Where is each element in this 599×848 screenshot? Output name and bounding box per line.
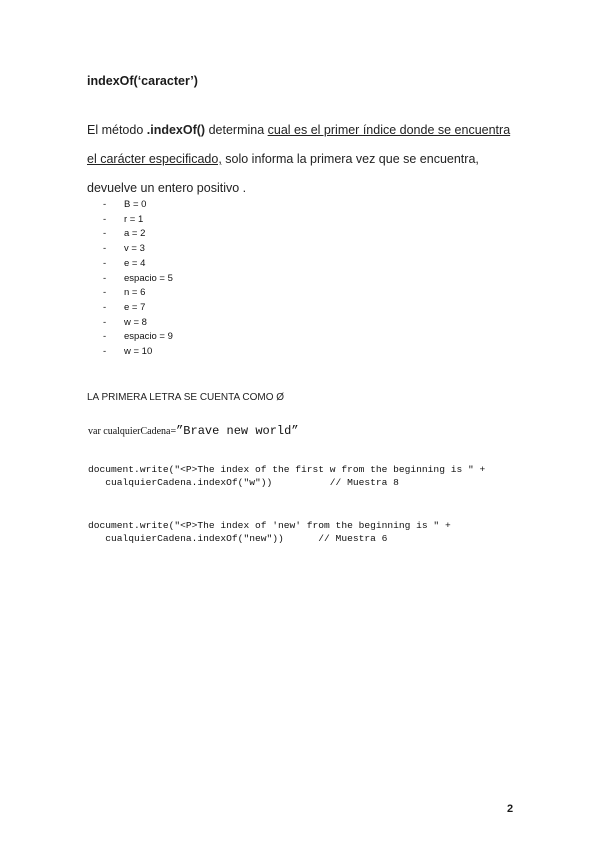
bullet-dash: - [103, 199, 107, 210]
paragraph-text: determina [205, 123, 268, 137]
code-var-prefix: var cualquierCadena= [88, 426, 177, 437]
list-item [103, 272, 173, 287]
list-item-text: w = 10 [124, 346, 153, 358]
bullet-dash: - [103, 316, 107, 328]
list-item [103, 301, 173, 316]
list-item-text: a = 2 [124, 228, 146, 240]
code-block-1: document.write("<P>The index of the first w from the beginning is " + cualquierCadena.indexOf("w")) // Muestra 8 [88, 464, 486, 488]
bullet-dash: - [103, 257, 107, 269]
list-item [103, 330, 173, 345]
bullet-dash: - [103, 272, 107, 284]
bullet-dash: - [103, 346, 107, 358]
list-item-text: espacio = 5 [124, 272, 173, 284]
method-name: .indexOf() [146, 123, 206, 137]
list-item-text: e = 7 [124, 301, 146, 313]
bullet-dash: - [103, 287, 107, 299]
list-item [103, 316, 173, 331]
list-item [103, 345, 173, 360]
underlined-text: cual es el primer índice donde se encuentra el carácter especificado, [87, 123, 511, 166]
bullet-dash: - [103, 228, 107, 240]
description-paragraph [87, 116, 517, 203]
list-item-text: v = 3 [124, 243, 145, 255]
list-item-text: espacio = 9 [124, 331, 173, 343]
list-item [103, 227, 173, 242]
list-item-text: r = 1 [124, 213, 144, 225]
list-item-text: w = 8 [124, 316, 147, 328]
paragraph-text: El método [87, 123, 147, 137]
bullet-dash: - [103, 243, 107, 255]
index-list [103, 198, 173, 360]
list-item [103, 257, 173, 272]
page-number: 2 [507, 803, 514, 815]
list-item-text: B = 0 [124, 199, 147, 210]
note-text: LA PRIMERA LETRA SE CUENTA COMO Ø [87, 392, 285, 403]
code-variable-declaration [88, 425, 299, 439]
code-block-2: document.write("<P>The index of 'new' from the beginning is " + cualquierCadena.indexOf("new")) // Muestra 6 [88, 520, 451, 544]
list-item-text: n = 6 [124, 287, 146, 299]
bullet-dash: - [103, 331, 107, 343]
code-var-value: ”Brave new world” [176, 424, 299, 438]
list-item [103, 242, 173, 257]
bullet-dash: - [103, 213, 107, 225]
list-item [103, 286, 173, 301]
list-item [103, 198, 173, 213]
list-item [103, 213, 173, 228]
list-item-text: e = 4 [124, 257, 146, 269]
bullet-dash: - [103, 301, 107, 313]
paragraph-text: solo informa la primera vez que se encuentra, devuelve un entero positivo . [87, 152, 479, 195]
section-heading: indexOf(‘caracter’) [87, 74, 198, 88]
